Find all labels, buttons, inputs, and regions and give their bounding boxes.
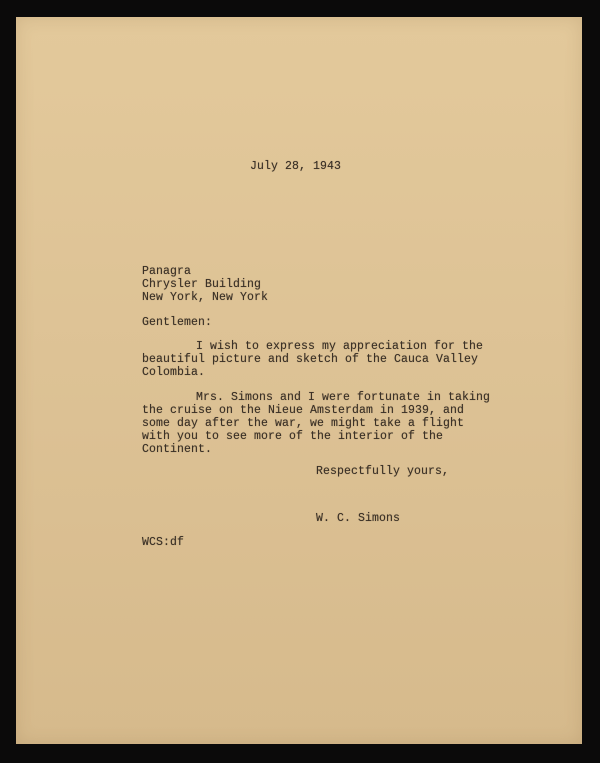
paragraph1-line2: beautiful picture and sketch of the Cauca Valley <box>142 353 479 366</box>
paragraph2-line1: Mrs. Simons and I were fortunate in taking <box>196 391 491 404</box>
paragraph1-line1: I wish to express my appreciation for the <box>196 340 484 353</box>
letter-page <box>16 17 582 744</box>
recipient-city: New York, New York <box>142 291 269 304</box>
recipient-name: Panagra <box>142 265 192 278</box>
paragraph2-line3: some day after the war, we might take a flight <box>142 417 465 430</box>
salutation: Gentlemen: <box>142 316 213 329</box>
paragraph1-line3: Colombia. <box>142 366 206 379</box>
closing: Respectfully yours, <box>316 465 450 478</box>
paragraph2-line2: the cruise on the Nieue Amsterdam in 1939, and <box>142 404 465 417</box>
typist-initials: WCS:df <box>142 536 185 549</box>
recipient-building: Chrysler Building <box>142 278 262 291</box>
paragraph2-line4: with you to see more of the interior of the <box>142 430 444 443</box>
paragraph2-line5: Continent. <box>142 443 213 456</box>
signature: W. C. Simons <box>316 512 401 525</box>
letter-date: July 28, 1943 <box>250 160 342 173</box>
